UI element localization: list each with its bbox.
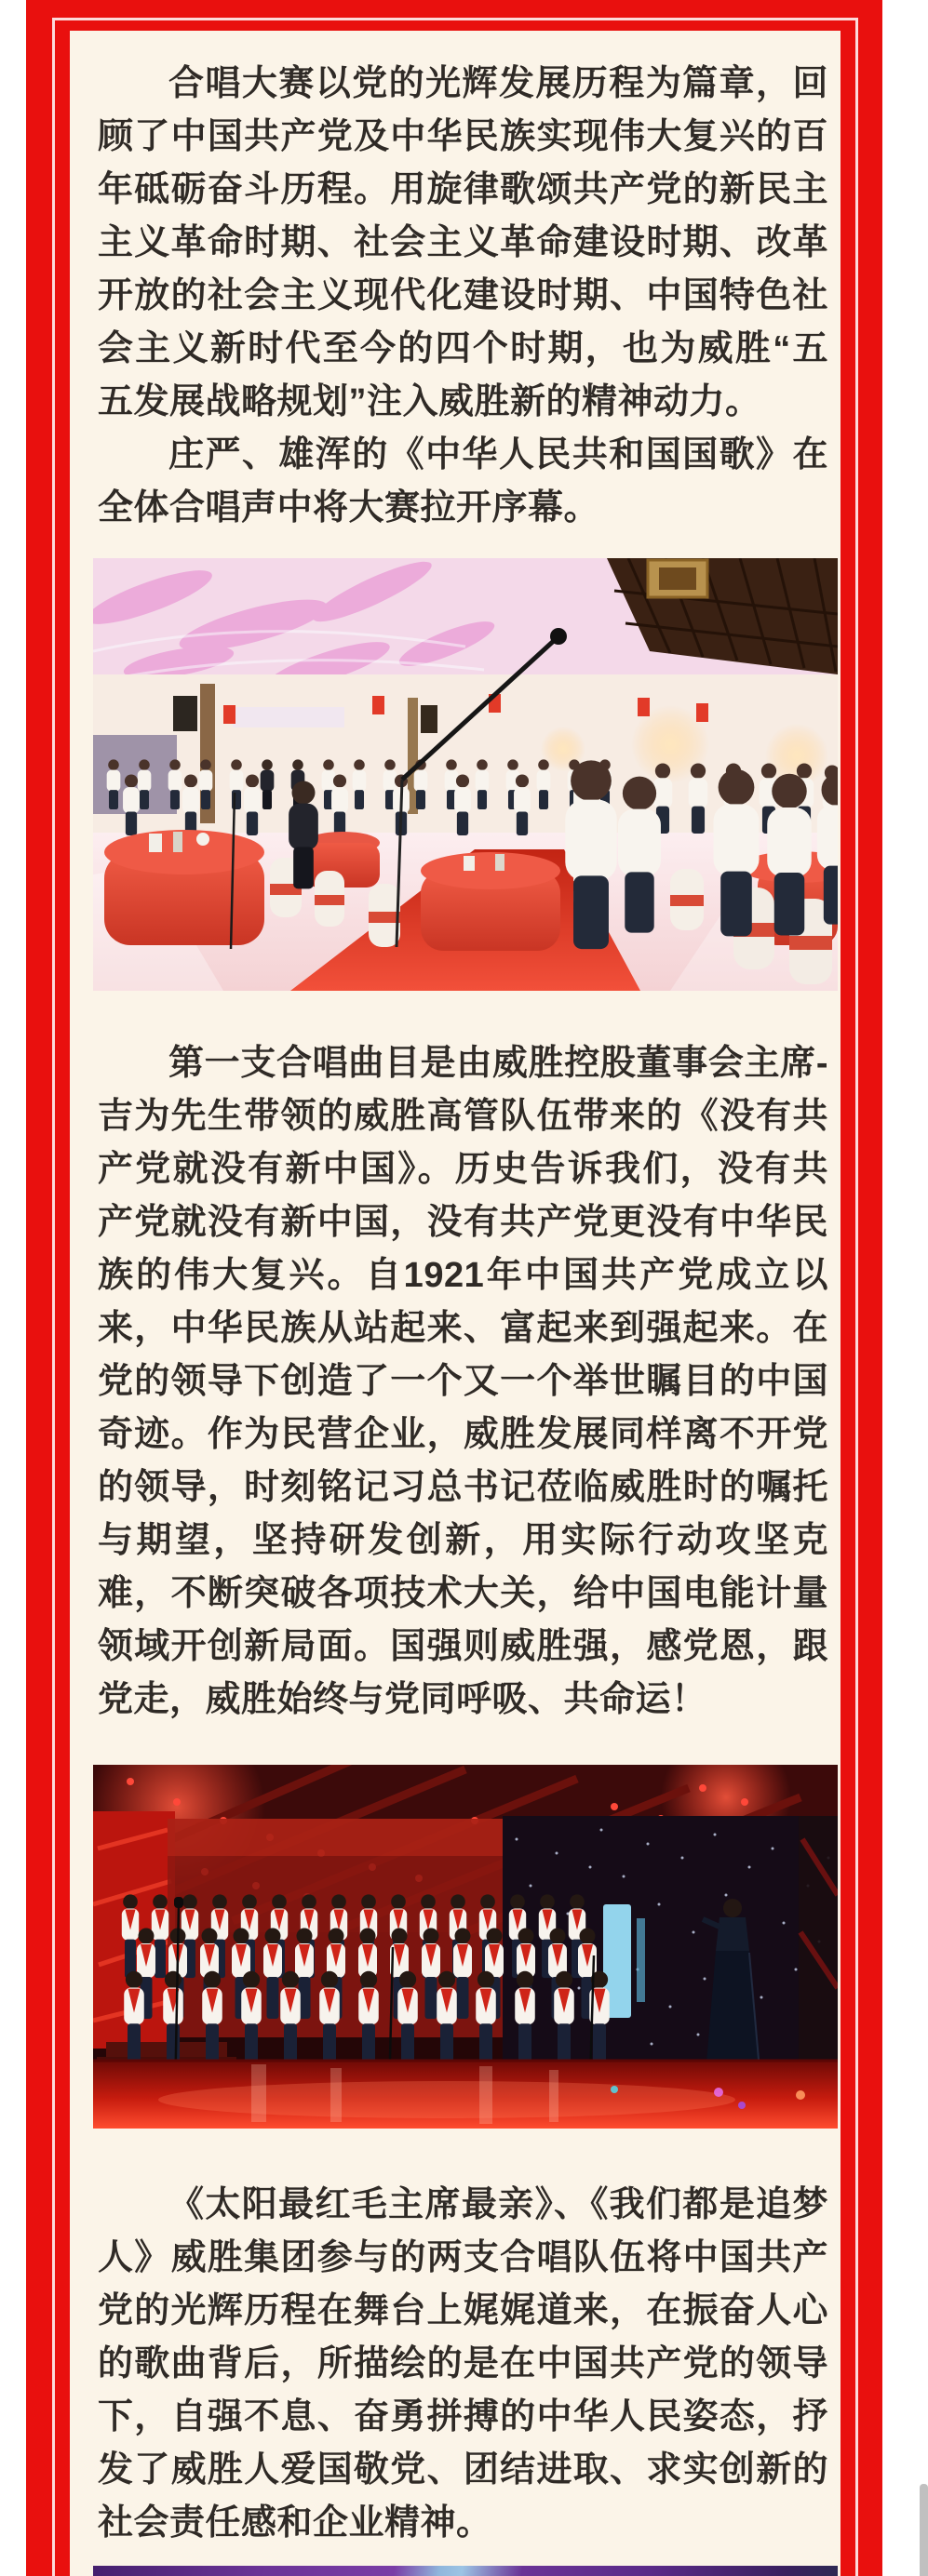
photo-choir-stage[interactable] [93,1765,838,2129]
photo-next-partial[interactable] [93,2566,838,2576]
paragraph-4: 《太阳最红毛主席最亲》、《我们都是追梦人》威胜集团参与的两支合唱队伍将中国共产党的光辉历程在舞台上娓娓道来，在振奋人心的歌曲背后，所描绘的是在中国共产党的领导下，自强不息、奋勇拼搏的中华人民姿态，抒发了威胜人爱国敬党、团结进取、求实创新的社会责任感和企业精神。 [98,2185,828,2543]
paragraph-2: 庄严、雄浑的《中华人民共和国国歌》在全体合唱声中将大赛拉开序幕。 [98,435,828,527]
red-frame-border [26,0,882,2576]
scrollbar-thumb[interactable] [920,2484,928,2576]
article-content [70,31,841,2576]
paragraph-3: 第一支合唱曲目是由威胜控股董事会主席-吉为先生带领的威胜高管队伍带来的《没有共产党就没有新中国》。历史告诉我们，没有共产党就没有新中国，没有共产党更没有中华民族的伟大复兴。自1921年中国共产党成立以来，中华民族从站起来、富起来到强起来。在党的领导下创造了一个又一个举世瞩目的中国奇迹。作为民营企业，威胜发展同样离不开党的领导，时刻铭记习总书记莅临威胜时的嘱托与期望，坚持研发创新，用实际行动攻坚克难，不断突破各项技术大关，给中国电能计量领域开创新局面。国强则威胜强，感党恩，跟党走，威胜始终与党同呼吸、共命运！ [98,1044,828,1719]
paragraph-1: 合唱大赛以党的光辉发展历程为篇章，回顾了中国共产党及中华民族实现伟大复兴的百年砥砺奋斗历程。用旋律歌颂共产党的新民主主义革命时期、社会主义革命建设时期、改革开放的社会主义现代化建设时期、中国特色社会主义新时代至今的四个时期，也为威胜“五五发展战略规划”注入威胜新的精神动力。 [98,64,828,421]
photo-banquet-hall[interactable] [93,558,838,991]
